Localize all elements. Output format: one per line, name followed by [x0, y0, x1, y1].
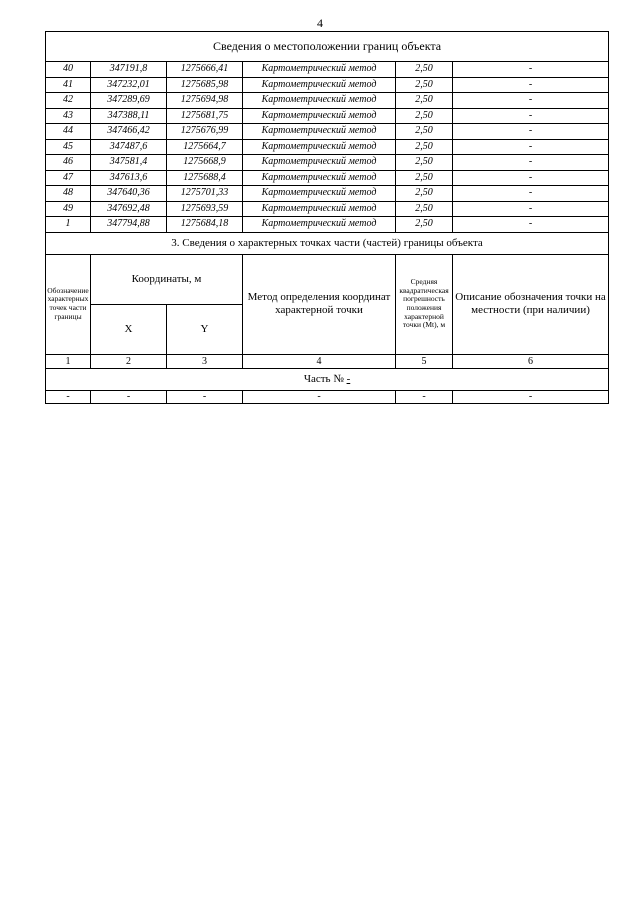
description-cell: - [453, 77, 609, 93]
section3-title-row [46, 232, 609, 254]
header-y: Y [167, 304, 243, 354]
accuracy-cell: 2,50 [396, 62, 453, 78]
column-number: 4 [243, 354, 396, 368]
boundaries-title: Сведения о местоположении границ объекта [46, 32, 609, 62]
part-cell [46, 368, 609, 390]
description-cell: - [453, 155, 609, 171]
point-number: 42 [46, 93, 91, 109]
coord-x: 347692,48 [91, 201, 167, 217]
method-cell: Картометрический метод [243, 186, 396, 202]
empty-cell: - [396, 390, 453, 403]
empty-cell: - [243, 390, 396, 403]
boundaries-title-row [46, 32, 609, 62]
coord-y: 1275681,75 [167, 108, 243, 124]
coord-y: 1275676,99 [167, 124, 243, 140]
point-number: 40 [46, 62, 91, 78]
table-row [46, 93, 609, 109]
accuracy-cell: 2,50 [396, 186, 453, 202]
accuracy-cell: 2,50 [396, 201, 453, 217]
accuracy-cell: 2,50 [396, 170, 453, 186]
point-number: 48 [46, 186, 91, 202]
coord-y: 1275693,59 [167, 201, 243, 217]
method-cell: Картометрический метод [243, 170, 396, 186]
description-cell: - [453, 170, 609, 186]
table-row [46, 217, 609, 233]
coord-y: 1275684,18 [167, 217, 243, 233]
coord-x: 347640,36 [91, 186, 167, 202]
method-cell: Картометрический метод [243, 108, 396, 124]
table-row [46, 124, 609, 140]
section3-title: 3. Сведения о характерных точках части (частей) границы объекта [46, 232, 609, 254]
empty-cell: - [46, 390, 91, 403]
empty-cell: - [91, 390, 167, 403]
coord-y: 1275666,41 [167, 62, 243, 78]
method-cell: Картометрический метод [243, 62, 396, 78]
coord-x: 347466,42 [91, 124, 167, 140]
coord-y: 1275668,9 [167, 155, 243, 171]
description-cell: - [453, 217, 609, 233]
empty-row [46, 390, 609, 403]
column-number: 5 [396, 354, 453, 368]
description-cell: - [453, 186, 609, 202]
table-row [46, 77, 609, 93]
part-row [46, 368, 609, 390]
description-cell: - [453, 93, 609, 109]
coord-x: 347581,4 [91, 155, 167, 171]
description-cell: - [453, 201, 609, 217]
point-number: 45 [46, 139, 91, 155]
method-cell: Картометрический метод [243, 139, 396, 155]
empty-cell: - [167, 390, 243, 403]
table-row [46, 155, 609, 171]
method-cell: Картометрический метод [243, 217, 396, 233]
accuracy-cell: 2,50 [396, 108, 453, 124]
boundaries-table [45, 31, 609, 404]
point-number: 46 [46, 155, 91, 171]
column-numbers-row [46, 354, 609, 368]
column-number: 3 [167, 354, 243, 368]
table-row [46, 108, 609, 124]
accuracy-cell: 2,50 [396, 139, 453, 155]
column-number: 2 [91, 354, 167, 368]
point-number: 47 [46, 170, 91, 186]
table-row [46, 62, 609, 78]
description-cell: - [453, 62, 609, 78]
accuracy-cell: 2,50 [396, 155, 453, 171]
accuracy-cell: 2,50 [396, 124, 453, 140]
coord-y: 1275685,98 [167, 77, 243, 93]
table-row [46, 139, 609, 155]
method-cell: Картометрический метод [243, 124, 396, 140]
coord-x: 347191,8 [91, 62, 167, 78]
header-method: Метод определения координат характерной точки [243, 254, 396, 354]
header-accuracy: Средняя квадратическая погрешность положения характерной точки (Mt), м [396, 254, 453, 354]
accuracy-cell: 2,50 [396, 77, 453, 93]
method-cell: Картометрический метод [243, 201, 396, 217]
page-number: 4 [317, 16, 323, 30]
column-number: 6 [453, 354, 609, 368]
point-number: 1 [46, 217, 91, 233]
accuracy-cell: 2,50 [396, 217, 453, 233]
table-row [46, 170, 609, 186]
part-label: Часть № [303, 373, 344, 385]
column-number: 1 [46, 354, 91, 368]
description-cell: - [453, 139, 609, 155]
point-number: 44 [46, 124, 91, 140]
method-cell: Картометрический метод [243, 155, 396, 171]
coord-x: 347487,6 [91, 139, 167, 155]
coord-y: 1275694,98 [167, 93, 243, 109]
table-row [46, 186, 609, 202]
header-description: Описание обозначения точки на местности (при наличии) [453, 254, 609, 354]
coord-x: 347388,11 [91, 108, 167, 124]
point-number: 49 [46, 201, 91, 217]
header-x: X [91, 304, 167, 354]
header-row-1 [46, 254, 609, 304]
empty-cell: - [453, 390, 609, 403]
table-row [46, 201, 609, 217]
method-cell: Картометрический метод [243, 93, 396, 109]
accuracy-cell: 2,50 [396, 93, 453, 109]
point-number: 41 [46, 77, 91, 93]
coord-x: 347613,6 [91, 170, 167, 186]
header-coordinates: Координаты, м [91, 254, 243, 304]
part-value: - [346, 373, 351, 385]
coord-x: 347232,01 [91, 77, 167, 93]
coord-y: 1275688,4 [167, 170, 243, 186]
point-number: 43 [46, 108, 91, 124]
coord-y: 1275701,33 [167, 186, 243, 202]
header-point-designation: Обозначение характерных точек части границы [46, 254, 91, 354]
method-cell: Картометрический метод [243, 77, 396, 93]
description-cell: - [453, 108, 609, 124]
coord-x: 347289,69 [91, 93, 167, 109]
coord-x: 347794,88 [91, 217, 167, 233]
description-cell: - [453, 124, 609, 140]
coord-y: 1275664,7 [167, 139, 243, 155]
